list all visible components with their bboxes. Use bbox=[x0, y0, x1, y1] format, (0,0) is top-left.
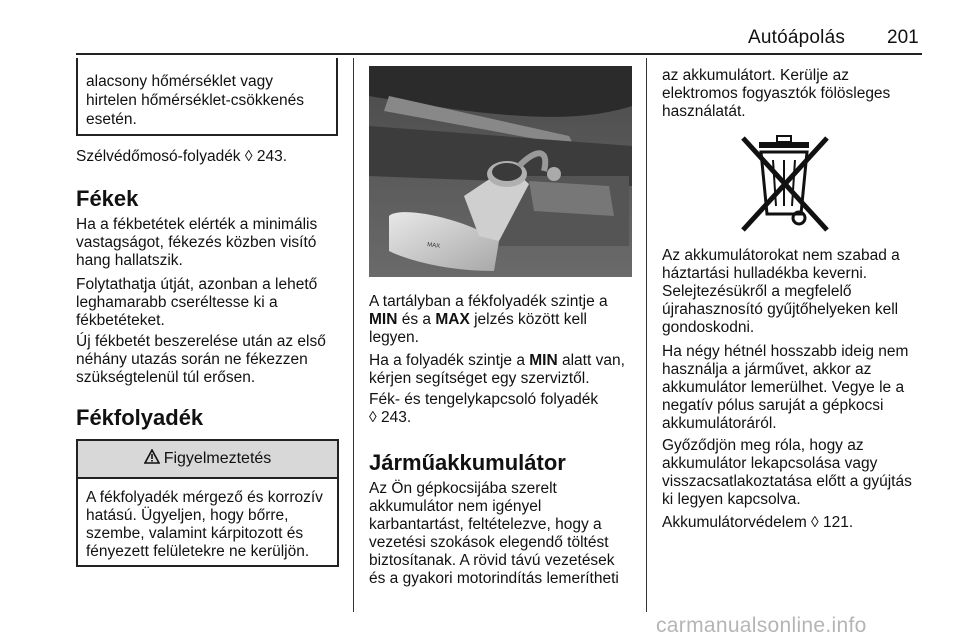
brake-fluid-reference[interactable]: ◊ 243. bbox=[369, 409, 412, 426]
text-line: Az Ön gépkocsijába szerelt bbox=[369, 480, 557, 497]
text-line: vastagságot, fékezés közben visító bbox=[76, 234, 317, 251]
text-line: hang hallatszik. bbox=[76, 252, 183, 269]
text-line: akkumulátor nem igényel bbox=[369, 498, 542, 515]
text-line: akkumulátoráról. bbox=[662, 415, 777, 432]
photo-max-label: MAX bbox=[426, 242, 441, 250]
battery-protection-reference[interactable]: Akkumulátorvédelem ◊ 121. bbox=[662, 514, 854, 531]
text-line: Folytathatja útját, azonban a lehető bbox=[76, 276, 318, 293]
warning-line: szembe, valamint kárpitozott és bbox=[86, 525, 304, 542]
warning-triangle-icon bbox=[144, 449, 160, 469]
text-line: az akkumulátort. Kerülje az bbox=[662, 67, 849, 84]
text-line: Ha négy hétnél hosszabb ideig nem bbox=[662, 343, 909, 360]
warning-line: hatású. Ügyeljen, hogy bőrre, bbox=[86, 507, 289, 524]
column-divider bbox=[353, 58, 354, 612]
text-line: használatát. bbox=[662, 103, 746, 120]
text-line: elektromos fogyasztók fölösleges bbox=[662, 85, 891, 102]
column-divider bbox=[646, 58, 647, 612]
header-rule bbox=[76, 53, 922, 55]
text-line: újrahasznosító gyűjtőhelyeken kell bbox=[662, 301, 899, 318]
text-line: akkumulátor lemerülhet. Vegye le a bbox=[662, 379, 905, 396]
text-line bbox=[369, 311, 587, 329]
text-span: jelzés között kell bbox=[469, 311, 587, 328]
text-line: Selejtezésükről a megfelelő bbox=[662, 283, 852, 300]
warning-line: A fékfolyadék mérgező és korrozív bbox=[86, 489, 323, 506]
text-line: gondoskodni. bbox=[662, 319, 755, 336]
section-title: Autóápolás bbox=[748, 27, 846, 48]
text-line: biztosítanak. A rövid távú vezetések bbox=[369, 552, 615, 569]
text-span: Ha a folyadék szintje a bbox=[369, 352, 530, 369]
text-line bbox=[369, 293, 608, 311]
brake-fluid-heading: Fékfolyadék bbox=[76, 405, 204, 430]
text-line: Új fékbetét beszerelése után az első bbox=[76, 333, 326, 350]
text-line bbox=[369, 352, 625, 370]
brake-fluid-reservoir-photo bbox=[369, 66, 632, 277]
text-line: ki legyen kapcsolva. bbox=[662, 491, 801, 508]
min-mark: MIN bbox=[369, 311, 398, 328]
max-mark: MAX bbox=[435, 311, 470, 328]
text-line: és a gyakori motorindítás lemerítheti bbox=[369, 570, 619, 587]
text-span: A tartályban a fékfolyadék szintje a bbox=[369, 293, 608, 310]
battery-heading: Járműakkumulátor bbox=[369, 450, 566, 475]
text-line: visszacsatlakoztatása előtt a gyújtás bbox=[662, 473, 912, 490]
box-line: hirtelen hőmérséklet-csökkenés bbox=[86, 92, 304, 109]
page-number: 201 bbox=[887, 27, 919, 48]
text-line: használja a járművet, akkor az bbox=[662, 361, 872, 378]
text-line: háztartási hulladékba keverni. bbox=[662, 265, 868, 282]
text-line: Az akkumulátorokat nem szabad a bbox=[662, 247, 900, 264]
warning-header bbox=[78, 441, 337, 479]
washer-fluid-reference[interactable]: Szélvédőmosó-folyadék ◊ 243. bbox=[76, 148, 287, 165]
text-line: leghamarabb cseréltesse ki a bbox=[76, 294, 278, 311]
box-line: alacsony hőmérséklet vagy bbox=[86, 73, 273, 90]
text-line: szükségtelenül túl erősen. bbox=[76, 369, 256, 386]
text-line: kérjen segítséget egy szerviztől. bbox=[369, 370, 590, 387]
text-span: alatt van, bbox=[557, 352, 625, 369]
min-mark: MIN bbox=[529, 352, 558, 369]
continued-warning-box bbox=[76, 58, 338, 136]
text-line: Győződjön meg róla, hogy az bbox=[662, 437, 864, 454]
text-line: Fék- és tengelykapcsoló folyadék bbox=[369, 391, 599, 408]
text-line: vezetési szokások elegendő töltést bbox=[369, 534, 609, 551]
watermark: carmanualsonline.info bbox=[656, 614, 867, 637]
text-line: negatív pólus saruját a gépkocsi bbox=[662, 397, 884, 414]
warning-title: Figyelmeztetés bbox=[163, 450, 272, 467]
crossed-out-wheelie-bin-icon bbox=[737, 134, 833, 234]
text-line: karbantartást, feltételezve, hogy a bbox=[369, 516, 602, 533]
text-line: fékbetéteket. bbox=[76, 312, 165, 329]
warning-line: fényezett felületekre ne kerüljön. bbox=[86, 543, 310, 560]
text-line: Ha a fékbetétek elérték a minimális bbox=[76, 216, 318, 233]
brakes-heading: Fékek bbox=[76, 186, 139, 211]
text-line: akkumulátor lekapcsolása vagy bbox=[662, 455, 878, 472]
text-span: és a bbox=[397, 311, 436, 328]
text-line: néhány utazás során ne fékezzen bbox=[76, 351, 308, 368]
box-line: esetén. bbox=[86, 111, 137, 128]
text-line: legyen. bbox=[369, 329, 419, 346]
warning-box bbox=[76, 439, 339, 567]
